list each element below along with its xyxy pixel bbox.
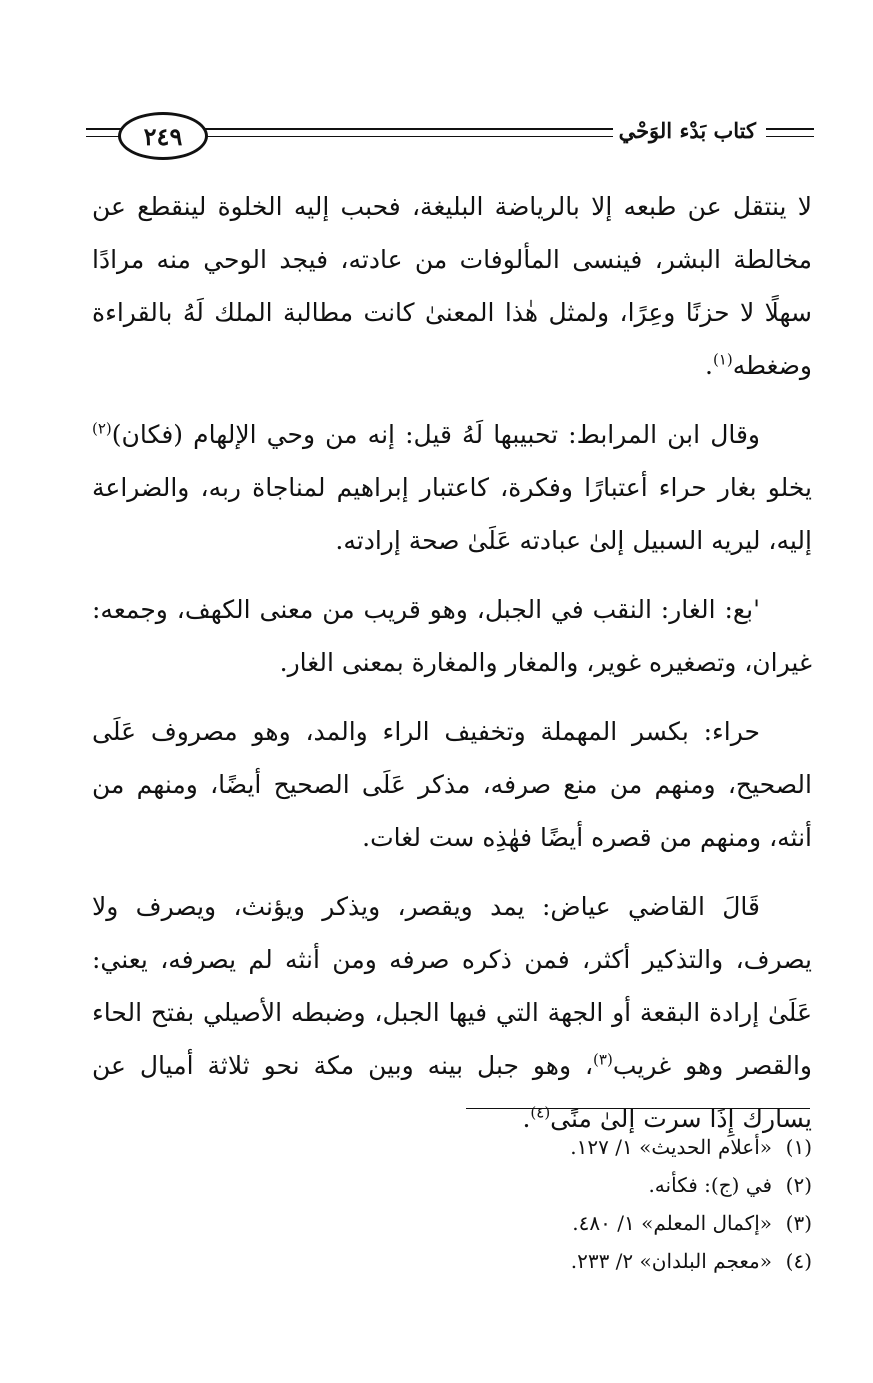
paragraph-text: يخلو بغار حراء أعتبارًا وفكرة، كاعتبار إبراهيم لمناجاة ربه، والضراعة إليه، ليريه السبيل إلىٰ عبادته عَلَىٰ صحة إرادته. — [92, 473, 812, 555]
footnote-text: في (ج): فكأنه. — [648, 1173, 772, 1197]
paragraph — [92, 180, 812, 392]
header-rule — [198, 128, 668, 130]
paragraph-end: . — [704, 351, 713, 380]
paragraph-text: قَالَ القاضي عياض: يمد ويقصر، ويذكر ويؤنث، ويصرف ولا يصرف، والتذكير أكثر، فمن ذكره صرفه ومن أنثه لم يصرفه، يعني: عَلَىٰ إرادة البقعة أو الجهة التي فيها الجبل، وضبطه الأصيلي بفتح الحاء والقصر وهو غريب — [92, 892, 812, 1080]
footnote-ref: (٤) — [530, 1103, 551, 1122]
footnote-ref: (٢) — [92, 419, 112, 438]
paragraph-end: . — [522, 1104, 531, 1133]
paragraph — [92, 583, 812, 689]
footnote-ref: (١) — [712, 350, 733, 369]
paragraph — [92, 408, 812, 567]
footnote-item — [92, 1242, 812, 1280]
footnote-text: «إكمال المعلم» ١/ ٤٨٠. — [572, 1211, 772, 1235]
paragraph — [92, 705, 812, 864]
page-number: ٢٤٩ — [118, 112, 208, 160]
footnote-item — [92, 1166, 812, 1204]
header-rule — [198, 136, 668, 137]
footnote-item — [92, 1128, 812, 1166]
footnote-number: (٢) — [785, 1173, 812, 1197]
footnote-number: (٤) — [785, 1249, 812, 1273]
paragraph-text: وقال ابن المرابط: تحبيبها لَهُ قيل: إنه من وحي الإلهام (فكان) — [111, 420, 760, 449]
footnote-ref: (٣) — [593, 1050, 613, 1069]
paragraph-text: لا ينتقل عن طبعه إلا بالرياضة البليغة، فحبب إليه الخلوة لينقطع عن مخالطة البشر، فينسى المألوفات من عادته، فيجد الوحي منه مرادًا سهلًا لا حزنًا وعِرًا، ولمثل هٰذا المعنىٰ كانت مطالبة الملك لَهُ بالقراءة وضغطه — [92, 192, 812, 380]
footnote-item — [92, 1204, 812, 1242]
footnote-number: (٣) — [785, 1211, 812, 1235]
header-rule — [766, 136, 814, 137]
footnote-separator — [466, 1108, 810, 1109]
footnotes — [92, 1128, 812, 1280]
paragraph-text: 'بع: الغار: النقب في الجبل، وهو قريب من معنى الكهف، وجمعه: غيران، وتصغيره غوير، والمغار والمغارة بمعنى الغار. — [92, 595, 812, 677]
book-title: كتاب بَدْء الوَحْي — [613, 118, 762, 143]
main-text — [92, 180, 812, 1161]
paragraph-text: ، وهو جبل بينه وبين مكة نحو ثلاثة أميال عن يسارك إِذَا سرت إلىٰ منًى — [92, 1051, 812, 1133]
paragraph — [92, 880, 812, 1145]
page-header — [86, 110, 814, 158]
footnote-number: (١) — [785, 1135, 812, 1159]
header-rule — [766, 128, 814, 130]
paragraph-text: حراء: بكسر المهملة وتخفيف الراء والمد، وهو مصروف عَلَى الصحيح، ومنهم من منع صرفه، مذكر عَلَى الصحيح أيضًا، ومنهم من أنثه، ومنهم من قصره أيضًا فهٰذِه ست لغات. — [92, 717, 812, 852]
footnote-text: «معجم البلدان» ٢/ ٢٣٣. — [570, 1249, 772, 1273]
footnote-text: «أعلام الحديث» ١/ ١٢٧. — [570, 1135, 772, 1159]
